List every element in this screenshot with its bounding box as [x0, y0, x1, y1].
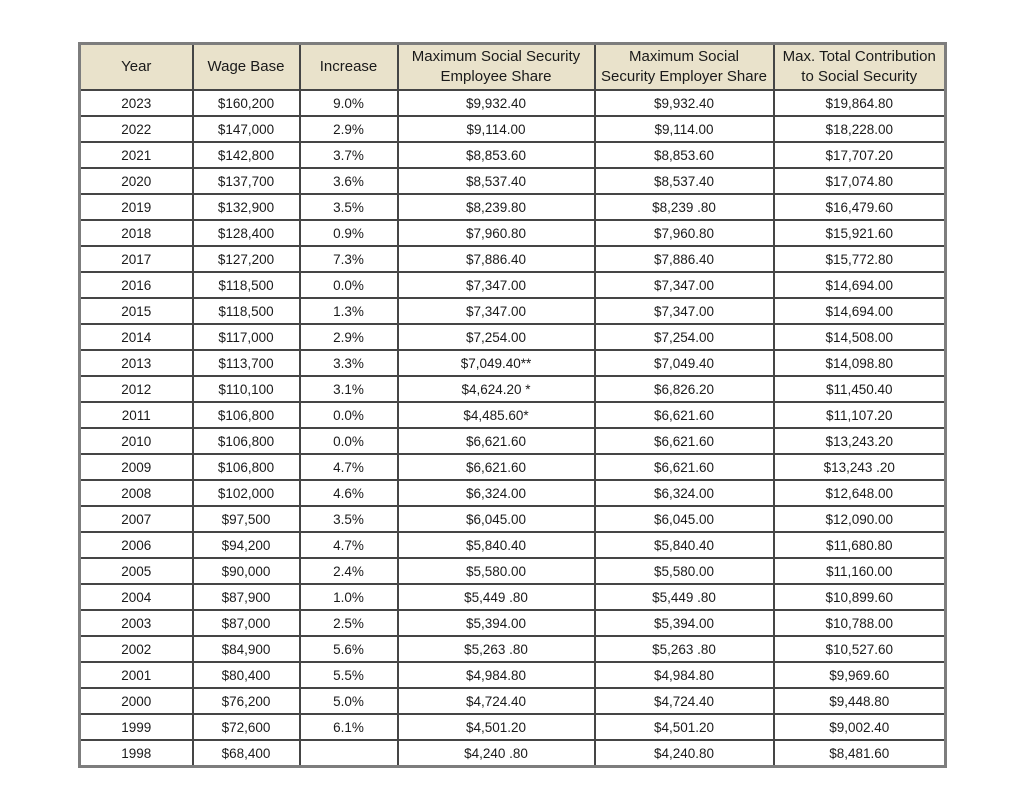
- table-cell: $4,501.20: [398, 714, 595, 740]
- table-cell: $128,400: [193, 220, 300, 246]
- table-cell: $4,240 .80: [398, 740, 595, 767]
- table-cell: 3.3%: [300, 350, 398, 376]
- table-cell: $11,160.00: [774, 558, 946, 584]
- table-cell: $14,694.00: [774, 272, 946, 298]
- table-cell: $147,000: [193, 116, 300, 142]
- table-row: [80, 532, 946, 558]
- table-cell: $160,200: [193, 90, 300, 116]
- table-cell: 2003: [80, 610, 193, 636]
- table-row: [80, 376, 946, 402]
- table-cell: $118,500: [193, 298, 300, 324]
- table-cell: 2000: [80, 688, 193, 714]
- table-cell: 2006: [80, 532, 193, 558]
- table-cell: 2012: [80, 376, 193, 402]
- table-cell: 4.7%: [300, 532, 398, 558]
- table-cell: $13,243 .20: [774, 454, 946, 480]
- table-cell: $6,621.60: [595, 402, 774, 428]
- table-row: [80, 168, 946, 194]
- table-cell: 5.0%: [300, 688, 398, 714]
- table-cell: 3.1%: [300, 376, 398, 402]
- column-header: Increase: [300, 44, 398, 91]
- table-cell: 3.5%: [300, 194, 398, 220]
- column-header: Maximum Social Security Employer Share: [595, 44, 774, 91]
- header-row: [80, 44, 946, 91]
- table-cell: $6,045.00: [398, 506, 595, 532]
- table-row: [80, 272, 946, 298]
- table-cell: $4,485.60*: [398, 402, 595, 428]
- table-row: [80, 584, 946, 610]
- table-cell: 2017: [80, 246, 193, 272]
- table-cell: $17,074.80: [774, 168, 946, 194]
- table-cell: $94,200: [193, 532, 300, 558]
- table-cell: $4,724.40: [595, 688, 774, 714]
- table-cell: $7,886.40: [595, 246, 774, 272]
- table-cell: $8,537.40: [398, 168, 595, 194]
- table-cell: $8,239 .80: [595, 194, 774, 220]
- table-cell: 3.5%: [300, 506, 398, 532]
- table-cell: $7,960.80: [398, 220, 595, 246]
- table-cell: $4,501.20: [595, 714, 774, 740]
- table-cell: $5,840.40: [595, 532, 774, 558]
- table-cell: $11,107.20: [774, 402, 946, 428]
- table-container: [78, 42, 947, 768]
- table-cell: $7,254.00: [398, 324, 595, 350]
- table-cell: 2005: [80, 558, 193, 584]
- table-cell: $8,481.60: [774, 740, 946, 767]
- table-cell: 6.1%: [300, 714, 398, 740]
- table-cell: $113,700: [193, 350, 300, 376]
- table-cell: 2007: [80, 506, 193, 532]
- table-cell: 0.0%: [300, 428, 398, 454]
- table-cell: 2015: [80, 298, 193, 324]
- table-cell: 2023: [80, 90, 193, 116]
- table-row: [80, 558, 946, 584]
- table-row: [80, 350, 946, 376]
- table-cell: [300, 740, 398, 767]
- table-cell: $6,826.20: [595, 376, 774, 402]
- table-cell: $87,000: [193, 610, 300, 636]
- table-cell: 2019: [80, 194, 193, 220]
- table-cell: 2022: [80, 116, 193, 142]
- table-cell: $6,621.60: [595, 454, 774, 480]
- table-cell: 0.0%: [300, 402, 398, 428]
- table-cell: $5,263 .80: [398, 636, 595, 662]
- table-cell: $14,694.00: [774, 298, 946, 324]
- table-cell: $72,600: [193, 714, 300, 740]
- column-header: Wage Base: [193, 44, 300, 91]
- table-cell: $7,347.00: [398, 298, 595, 324]
- table-cell: $7,049.40: [595, 350, 774, 376]
- social-security-wage-base-table: [78, 42, 947, 768]
- table-cell: 9.0%: [300, 90, 398, 116]
- table-cell: $4,984.80: [595, 662, 774, 688]
- table-cell: $4,240.80: [595, 740, 774, 767]
- table-cell: 4.6%: [300, 480, 398, 506]
- table-row: [80, 220, 946, 246]
- table-row: [80, 402, 946, 428]
- table-cell: $9,448.80: [774, 688, 946, 714]
- table-row: [80, 116, 946, 142]
- table-cell: $12,090.00: [774, 506, 946, 532]
- table-cell: $5,580.00: [595, 558, 774, 584]
- table-cell: $6,621.60: [595, 428, 774, 454]
- table-row: [80, 324, 946, 350]
- table-cell: 3.6%: [300, 168, 398, 194]
- table-cell: $14,508.00: [774, 324, 946, 350]
- table-cell: $17,707.20: [774, 142, 946, 168]
- table-cell: $5,840.40: [398, 532, 595, 558]
- table-cell: $5,580.00: [398, 558, 595, 584]
- table-cell: 2010: [80, 428, 193, 454]
- table-cell: $10,788.00: [774, 610, 946, 636]
- table-cell: $5,449 .80: [595, 584, 774, 610]
- table-cell: $13,243.20: [774, 428, 946, 454]
- table-cell: $97,500: [193, 506, 300, 532]
- table-cell: $5,394.00: [595, 610, 774, 636]
- table-cell: $7,347.00: [595, 298, 774, 324]
- column-header: Year: [80, 44, 193, 91]
- table-cell: $11,450.40: [774, 376, 946, 402]
- table-cell: $127,200: [193, 246, 300, 272]
- table-cell: 2004: [80, 584, 193, 610]
- table-cell: 2013: [80, 350, 193, 376]
- table-cell: $7,049.40**: [398, 350, 595, 376]
- table-cell: $137,700: [193, 168, 300, 194]
- table-cell: 2018: [80, 220, 193, 246]
- table-cell: 2009: [80, 454, 193, 480]
- table-row: [80, 636, 946, 662]
- table-cell: $4,984.80: [398, 662, 595, 688]
- table-cell: $9,969.60: [774, 662, 946, 688]
- table-cell: $84,900: [193, 636, 300, 662]
- table-cell: $4,624.20 *: [398, 376, 595, 402]
- table-cell: $7,347.00: [398, 272, 595, 298]
- table-header: [80, 44, 946, 91]
- table-row: [80, 298, 946, 324]
- table-cell: $90,000: [193, 558, 300, 584]
- table-cell: $10,527.60: [774, 636, 946, 662]
- table-cell: 1998: [80, 740, 193, 767]
- table-cell: $7,886.40: [398, 246, 595, 272]
- table-cell: $6,621.60: [398, 428, 595, 454]
- table-cell: $12,648.00: [774, 480, 946, 506]
- table-cell: $142,800: [193, 142, 300, 168]
- table-cell: $9,932.40: [398, 90, 595, 116]
- table-cell: $9,114.00: [398, 116, 595, 142]
- table-cell: $8,239.80: [398, 194, 595, 220]
- table-cell: 2011: [80, 402, 193, 428]
- table-cell: 2001: [80, 662, 193, 688]
- table-cell: $5,394.00: [398, 610, 595, 636]
- table-cell: 7.3%: [300, 246, 398, 272]
- table-cell: $8,853.60: [595, 142, 774, 168]
- table-cell: $9,932.40: [595, 90, 774, 116]
- table-cell: 0.0%: [300, 272, 398, 298]
- table-cell: $110,100: [193, 376, 300, 402]
- table-cell: $9,002.40: [774, 714, 946, 740]
- table-row: [80, 506, 946, 532]
- table-cell: $7,254.00: [595, 324, 774, 350]
- table-cell: $8,853.60: [398, 142, 595, 168]
- table-cell: $16,479.60: [774, 194, 946, 220]
- table-cell: $132,900: [193, 194, 300, 220]
- table-cell: $87,900: [193, 584, 300, 610]
- table-cell: $4,724.40: [398, 688, 595, 714]
- table-cell: $68,400: [193, 740, 300, 767]
- table-cell: $18,228.00: [774, 116, 946, 142]
- table-cell: $19,864.80: [774, 90, 946, 116]
- table-cell: 2008: [80, 480, 193, 506]
- column-header: Maximum Social Security Employee Share: [398, 44, 595, 91]
- table-cell: $11,680.80: [774, 532, 946, 558]
- table-row: [80, 610, 946, 636]
- table-cell: 2016: [80, 272, 193, 298]
- table-row: [80, 714, 946, 740]
- table-row: [80, 90, 946, 116]
- table-row: [80, 662, 946, 688]
- table-cell: $102,000: [193, 480, 300, 506]
- table-cell: $106,800: [193, 402, 300, 428]
- table-row: [80, 480, 946, 506]
- table-cell: $106,800: [193, 454, 300, 480]
- table-cell: $10,899.60: [774, 584, 946, 610]
- table-cell: 2.5%: [300, 610, 398, 636]
- table-row: [80, 688, 946, 714]
- table-cell: $6,045.00: [595, 506, 774, 532]
- table-cell: $106,800: [193, 428, 300, 454]
- table-cell: $118,500: [193, 272, 300, 298]
- table-cell: 2014: [80, 324, 193, 350]
- table-cell: 1.0%: [300, 584, 398, 610]
- table-row: [80, 194, 946, 220]
- table-cell: $6,324.00: [595, 480, 774, 506]
- table-cell: $15,772.80: [774, 246, 946, 272]
- table-cell: 2020: [80, 168, 193, 194]
- table-cell: $14,098.80: [774, 350, 946, 376]
- table-cell: $6,324.00: [398, 480, 595, 506]
- table-cell: 3.7%: [300, 142, 398, 168]
- table-cell: 1.3%: [300, 298, 398, 324]
- table-cell: $5,263 .80: [595, 636, 774, 662]
- table-cell: 2002: [80, 636, 193, 662]
- table-cell: $80,400: [193, 662, 300, 688]
- table-cell: 2.4%: [300, 558, 398, 584]
- table-cell: $8,537.40: [595, 168, 774, 194]
- table-row: [80, 740, 946, 767]
- table-body: [80, 90, 946, 767]
- table-cell: $9,114.00: [595, 116, 774, 142]
- table-cell: 5.5%: [300, 662, 398, 688]
- column-header: Max. Total Contribution to Social Security: [774, 44, 946, 91]
- table-cell: 2021: [80, 142, 193, 168]
- table-cell: 2.9%: [300, 116, 398, 142]
- table-cell: $76,200: [193, 688, 300, 714]
- table-cell: $6,621.60: [398, 454, 595, 480]
- table-cell: 5.6%: [300, 636, 398, 662]
- table-cell: $7,347.00: [595, 272, 774, 298]
- table-row: [80, 142, 946, 168]
- table-cell: 0.9%: [300, 220, 398, 246]
- table-cell: $15,921.60: [774, 220, 946, 246]
- table-cell: $5,449 .80: [398, 584, 595, 610]
- table-cell: 1999: [80, 714, 193, 740]
- table-row: [80, 428, 946, 454]
- table-cell: $117,000: [193, 324, 300, 350]
- table-cell: 4.7%: [300, 454, 398, 480]
- table-cell: $7,960.80: [595, 220, 774, 246]
- table-cell: 2.9%: [300, 324, 398, 350]
- table-row: [80, 454, 946, 480]
- table-row: [80, 246, 946, 272]
